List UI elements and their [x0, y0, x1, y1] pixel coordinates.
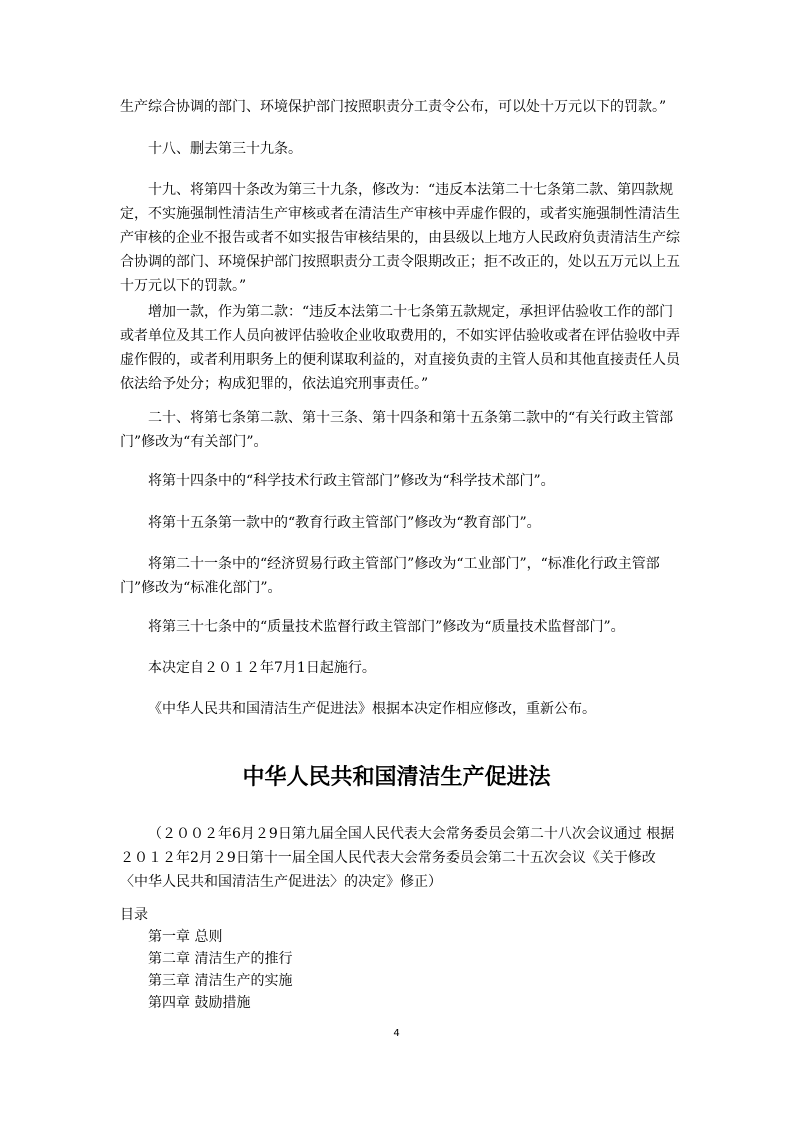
paragraph-item-20: 二十、将第七条第二款、第十三条、第十四条和第十五条第二款中的“有关行政主管部门”修改为“有关部门”。 — [120, 410, 674, 450]
paragraph-article-15: 将第十五条第一款中的“教育行政主管部门”修改为“教育部门”。 — [148, 515, 541, 531]
toc-item: 第三章 清洁生产的实施 — [148, 973, 293, 989]
toc-heading: 目录 — [120, 907, 148, 923]
paragraph-article-21: 将第二十一条中的“经济贸易行政主管部门”修改为“工业部门”，“标准化行政主管部门”修改为“标准化部门”。 — [120, 556, 660, 596]
paragraph-continuation: 生产综合协调的部门、环境保护部门按照职责分工责令公布，可以处十万元以下的罚款。” — [120, 99, 667, 115]
law-title: 中华人民共和国清洁生产促进法 — [242, 765, 551, 790]
paragraph-article-14: 将第十四条中的“科学技术行政主管部门”修改为“科学技术部门”。 — [148, 473, 555, 489]
paragraph-republish: 《中华人民共和国清洁生产促进法》根据本决定作相应修改，重新公布。 — [148, 701, 596, 717]
law-preamble: （２００２年6月２9日第九届全国人民代表大会常务委员会第二十八次会议通过 根据２０１２年2月２9日第十一届全国人民代表大会常务委员会第二十五次会议《关于修改〈中华人民共和国清洁生产促进法〉的决定》修正） — [120, 826, 675, 890]
toc-item: 第二章 清洁生产的推行 — [148, 951, 293, 967]
paragraph-added-clause: 增加一款，作为第二款：“违反本法第二十七条第五款规定，承担评估验收工作的部门或者单位及其工作人员向被评估验收企业收取费用的，不如实评估验收或者在评估验收中弄虚作假的，或者利用职务上的便利谋取利益的，对直接负责的主管人员和其他直接责任人员依法给予处分；构成犯罪的，依法追究刑事责任。” — [120, 304, 680, 392]
paragraph-effective-date: 本决定自２０１２年7月1日起施行。 — [148, 660, 376, 676]
page-number: 4 — [393, 1028, 400, 1039]
paragraph-article-37: 将第三十七条中的“质量技术监督行政主管部门”修改为“质量技术监督部门”。 — [148, 619, 625, 635]
toc-item: 第四章 鼓励措施 — [148, 995, 251, 1011]
paragraph-item-18: 十八、删去第三十九条。 — [148, 141, 302, 157]
paragraph-item-19: 十九、将第四十条改为第三十九条，修改为：“违反本法第二十七条第二款、第四款规定，不实施强制性清洁生产审核或者在清洁生产审核中弄虚作假的，或者实施强制性清洁生产审核的企业不报告或者不如实报告审核结果的，由县级以上地方人民政府负责清洁生产综合协调的部门、环境保护部门按照职责分工责令限期改正；拒不改正的，处以五万元以上五十万元以下的罚款。” — [120, 182, 680, 294]
toc-item: 第一章 总则 — [148, 929, 223, 945]
